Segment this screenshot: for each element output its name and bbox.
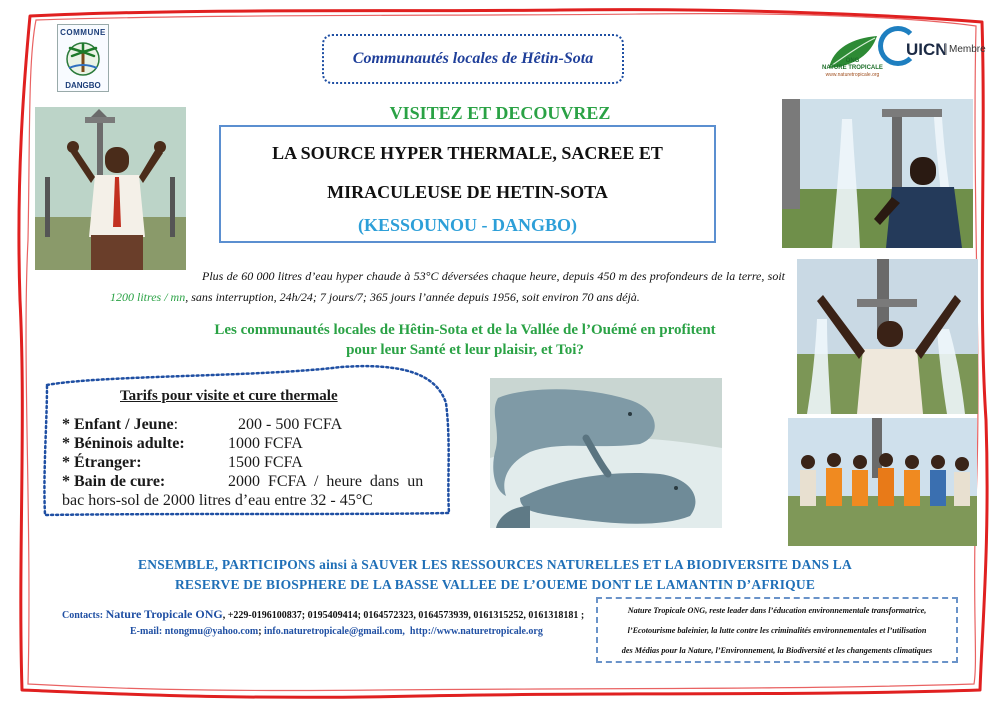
contacts-line (62, 607, 584, 622)
tarif-price-enfant: 200 - 500 FCFA (238, 416, 343, 433)
logo-commune-bottom-text: DANGBO (65, 81, 101, 90)
conservation-line1: ENSEMBLE, PARTICIPONS ainsi à SAUVER LES RESSOURCES NATURELLES ET LA BIODIVERSITE DANS LA (138, 557, 852, 572)
email-label: E-mail: (130, 626, 163, 637)
website-link[interactable]: http://www.naturetropicale.org (409, 626, 543, 637)
mission-line1: Nature Tropicale ONG, reste leader dans l’éducation environnementale transformatrice, (627, 606, 927, 615)
main-title-line1: LA SOURCE HYPER THERMALE, SACREE ET (272, 143, 663, 163)
tarif-price-etranger: 1500 FCFA (228, 454, 303, 471)
ong-logo-line1: ONG (845, 58, 860, 64)
uicn-name: UICN (906, 40, 948, 59)
photo-woman-at-source (782, 99, 973, 248)
email-link-2[interactable]: info.naturetropicale@gmail.com, (264, 626, 405, 637)
commune-dangbo-logo (57, 24, 109, 92)
header-title-box (322, 34, 624, 84)
description-part2: , sans interruption, 24h/24; 7 jours/7; 365 jours l’année depuis 1956, soit environ 70 ans déjà. (185, 290, 640, 304)
benefit-line2: pour leur Santé et leur plaisir, et Toi? (346, 342, 584, 358)
photo-man-arms-raised (797, 259, 978, 414)
source-description (110, 266, 785, 308)
tarif-row-beninois (62, 435, 185, 453)
tarif-price-bain: 2000 FCFA / heure dans un (228, 473, 424, 490)
tarif-row-bain (62, 473, 165, 491)
photo-group-life-vests (788, 418, 977, 546)
tarif-label: * Bain de cure: (62, 473, 166, 490)
tarif-row-enfant (62, 416, 178, 434)
ong-mission-box (596, 597, 958, 663)
email-line: E-mail: ntongmu@yahoo.com; info.naturetropicale@gmail.com, http://www.naturetropicale.org (130, 626, 543, 637)
logo-commune-top-text: COMMUNE (60, 28, 106, 37)
communities-benefit-text (130, 320, 800, 360)
conservation-call-text (110, 555, 880, 595)
manatee-illustration (490, 378, 722, 528)
contacts-phones: , +229-0196100837; 0195409414; 0164572323, 0164573939, 0161315252, 0161318181 ; (222, 610, 585, 621)
ong-logo-line3: www.naturetropicale.org (825, 72, 880, 78)
header-title: Communautés locales de Hêtin-Sota (352, 50, 594, 67)
tarif-label: * Béninois adulte: (62, 435, 185, 452)
tarif-sep: : (173, 416, 179, 433)
contacts-label: Contacts: (62, 610, 104, 621)
description-flow-highlight: 1200 litres / mn (110, 290, 186, 304)
main-title-location: (KESSOUNOU - DANGBO) (357, 215, 577, 235)
main-title-line2: MIRACULEUSE DE HETIN-SOTA (327, 182, 608, 202)
photo-man-celebrating (35, 107, 186, 270)
tarif-title: Tarifs pour visite et cure thermale (120, 388, 338, 404)
email-link-1[interactable]: ntongmu@yahoo.com (164, 626, 259, 637)
conservation-line2: RESERVE DE BIOSPHERE DE LA BASSE VALLEE DE L’OUEME DONT LE LAMANTIN D’AFRIQUE (174, 577, 816, 592)
benefit-line1: Les communautés locales de Hêtin-Sota et de la Vallée de l’Ouémé en profitent (214, 322, 716, 338)
visit-heading: VISITEZ ET DECOUVREZ (389, 103, 611, 123)
tarif-label: * Enfant / Jeune (62, 416, 174, 433)
uicn-membre: Membre (945, 44, 986, 55)
tarif-bain-continuation: bac hors-sol de 2000 litres d’eau entre 32 - 45°C (62, 492, 373, 509)
ong-logo-line2: NATURE TROPICALE (822, 65, 883, 71)
main-title-box (219, 125, 716, 243)
tarif-label: * Étranger: (62, 454, 142, 471)
uicn-member-logo (872, 26, 986, 76)
tarif-price-beninois: 1000 FCFA (228, 435, 303, 452)
description-part1: Plus de 60 000 litres d’eau hyper chaude à 53°C déversées chaque heure, depuis 450 m des profondeurs de la terre, soit (202, 269, 785, 283)
contacts-org: Nature Tropicale ONG (105, 607, 223, 621)
mission-line3: des Médias pour la Nature, l’Environnement, la Biodiversité et les changements climatiques (621, 646, 933, 655)
tarif-row-etranger (62, 454, 142, 472)
mission-line2: l’Ecotourisme baleinier, la lutte contre les criminalités environnementales et l’utilisation (627, 626, 927, 635)
palm-emblem-icon (64, 40, 102, 78)
